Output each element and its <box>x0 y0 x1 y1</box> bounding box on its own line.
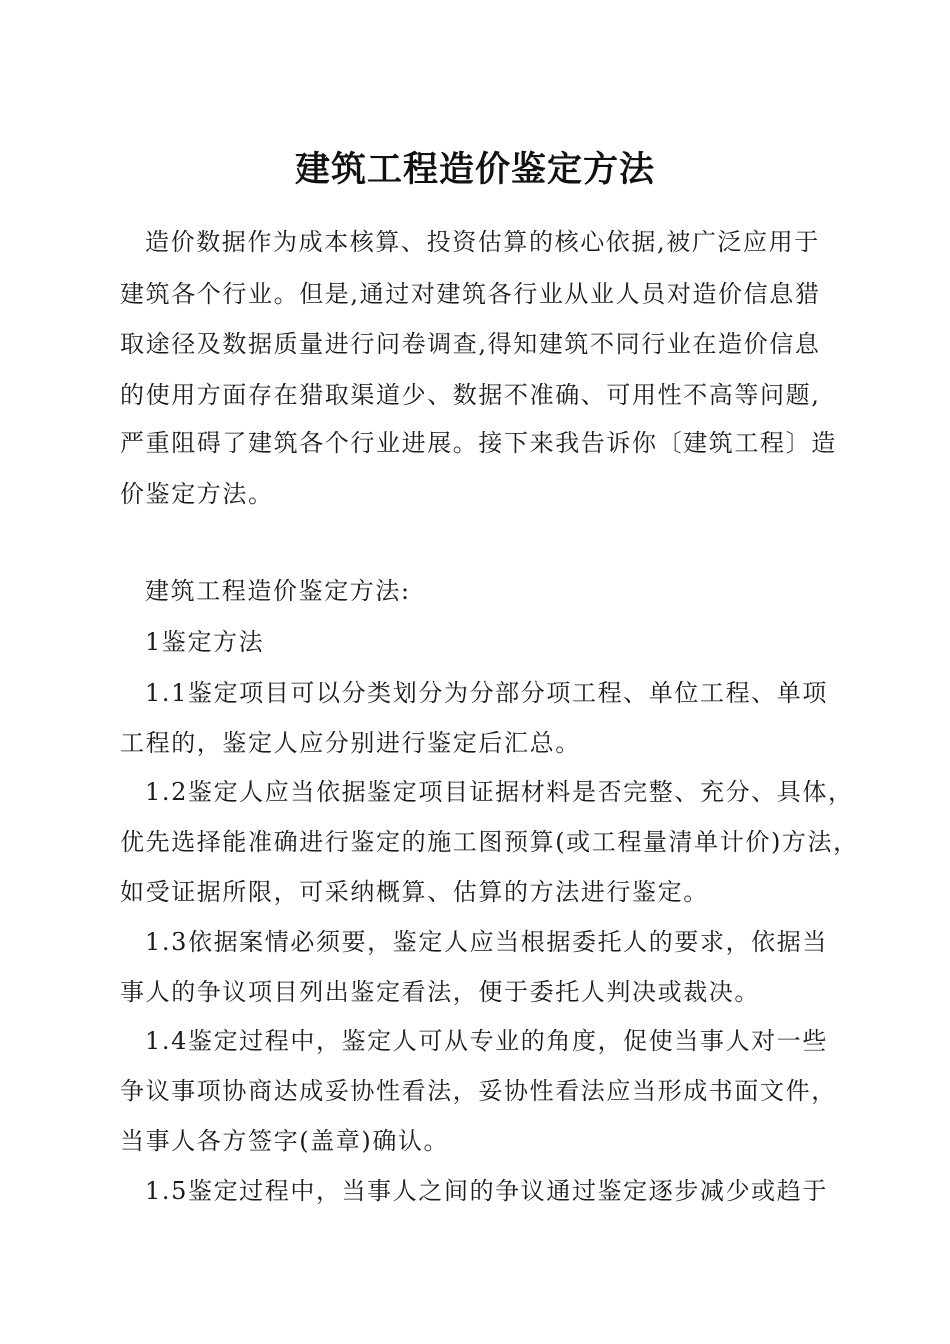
item-1-4-line-2: 争议事项协商达成妥协性看法，妥协性看法应当形成书面文件， <box>120 1077 837 1105</box>
item-1-4-line-1: 1.4鉴定过程中，鉴定人可从专业的角度，促使当事人对一些 <box>145 1027 828 1055</box>
document-title: 建筑工程造价鉴定方法 <box>294 149 655 190</box>
intro-line-3: 取途径及数据质量进行问卷调查,得知建筑不同行业在造价信息 <box>120 330 821 358</box>
section-heading: 建筑工程造价鉴定方法: <box>145 577 411 605</box>
item-1-1-line-2: 工程的，鉴定人应分别进行鉴定后汇总。 <box>120 729 581 757</box>
item-1-2-line-3: 如受证据所限，可采纳概算、估算的方法进行鉴定。 <box>120 878 709 906</box>
intro-line-5: 严重阻碍了建筑各个行业进展。接下来我告诉你〔建筑工程〕造 <box>120 429 837 457</box>
intro-line-6: 价鉴定方法。 <box>120 480 274 508</box>
item-1-3-line-1: 1.3依据案情必须要，鉴定人应当根据委托人的要求，依据当 <box>145 928 828 956</box>
subsection-heading: 1鉴定方法 <box>145 628 265 656</box>
intro-line-1: 造价数据作为成本核算、投资估算的核心依据,被广泛应用于 <box>145 228 820 256</box>
item-1-1-line-1: 1.1鉴定项目可以分类划分为分部分项工程、单位工程、单项 <box>145 679 828 707</box>
item-1-3-line-2: 事人的争议项目列出鉴定看法，便于委托人判决或裁决。 <box>120 978 760 1006</box>
intro-line-4: 的使用方面存在猎取渠道少、数据不准确、可用性不高等问题, <box>120 381 821 409</box>
item-1-4-line-3: 当事人各方签字(盖章)确认。 <box>120 1127 450 1155</box>
item-1-2-line-2: 优先选择能准确进行鉴定的施工图预算(或工程量清单计价)方法， <box>120 828 859 856</box>
intro-line-2: 建筑各个行业。但是,通过对建筑各行业从业人员对造价信息猎 <box>120 280 821 308</box>
item-1-5-line-1: 1.5鉴定过程中，当事人之间的争议通过鉴定逐步减少或趋于 <box>145 1177 828 1205</box>
item-1-2-line-1: 1.2鉴定人应当依据鉴定项目证据材料是否完整、充分、具体， <box>145 778 854 806</box>
